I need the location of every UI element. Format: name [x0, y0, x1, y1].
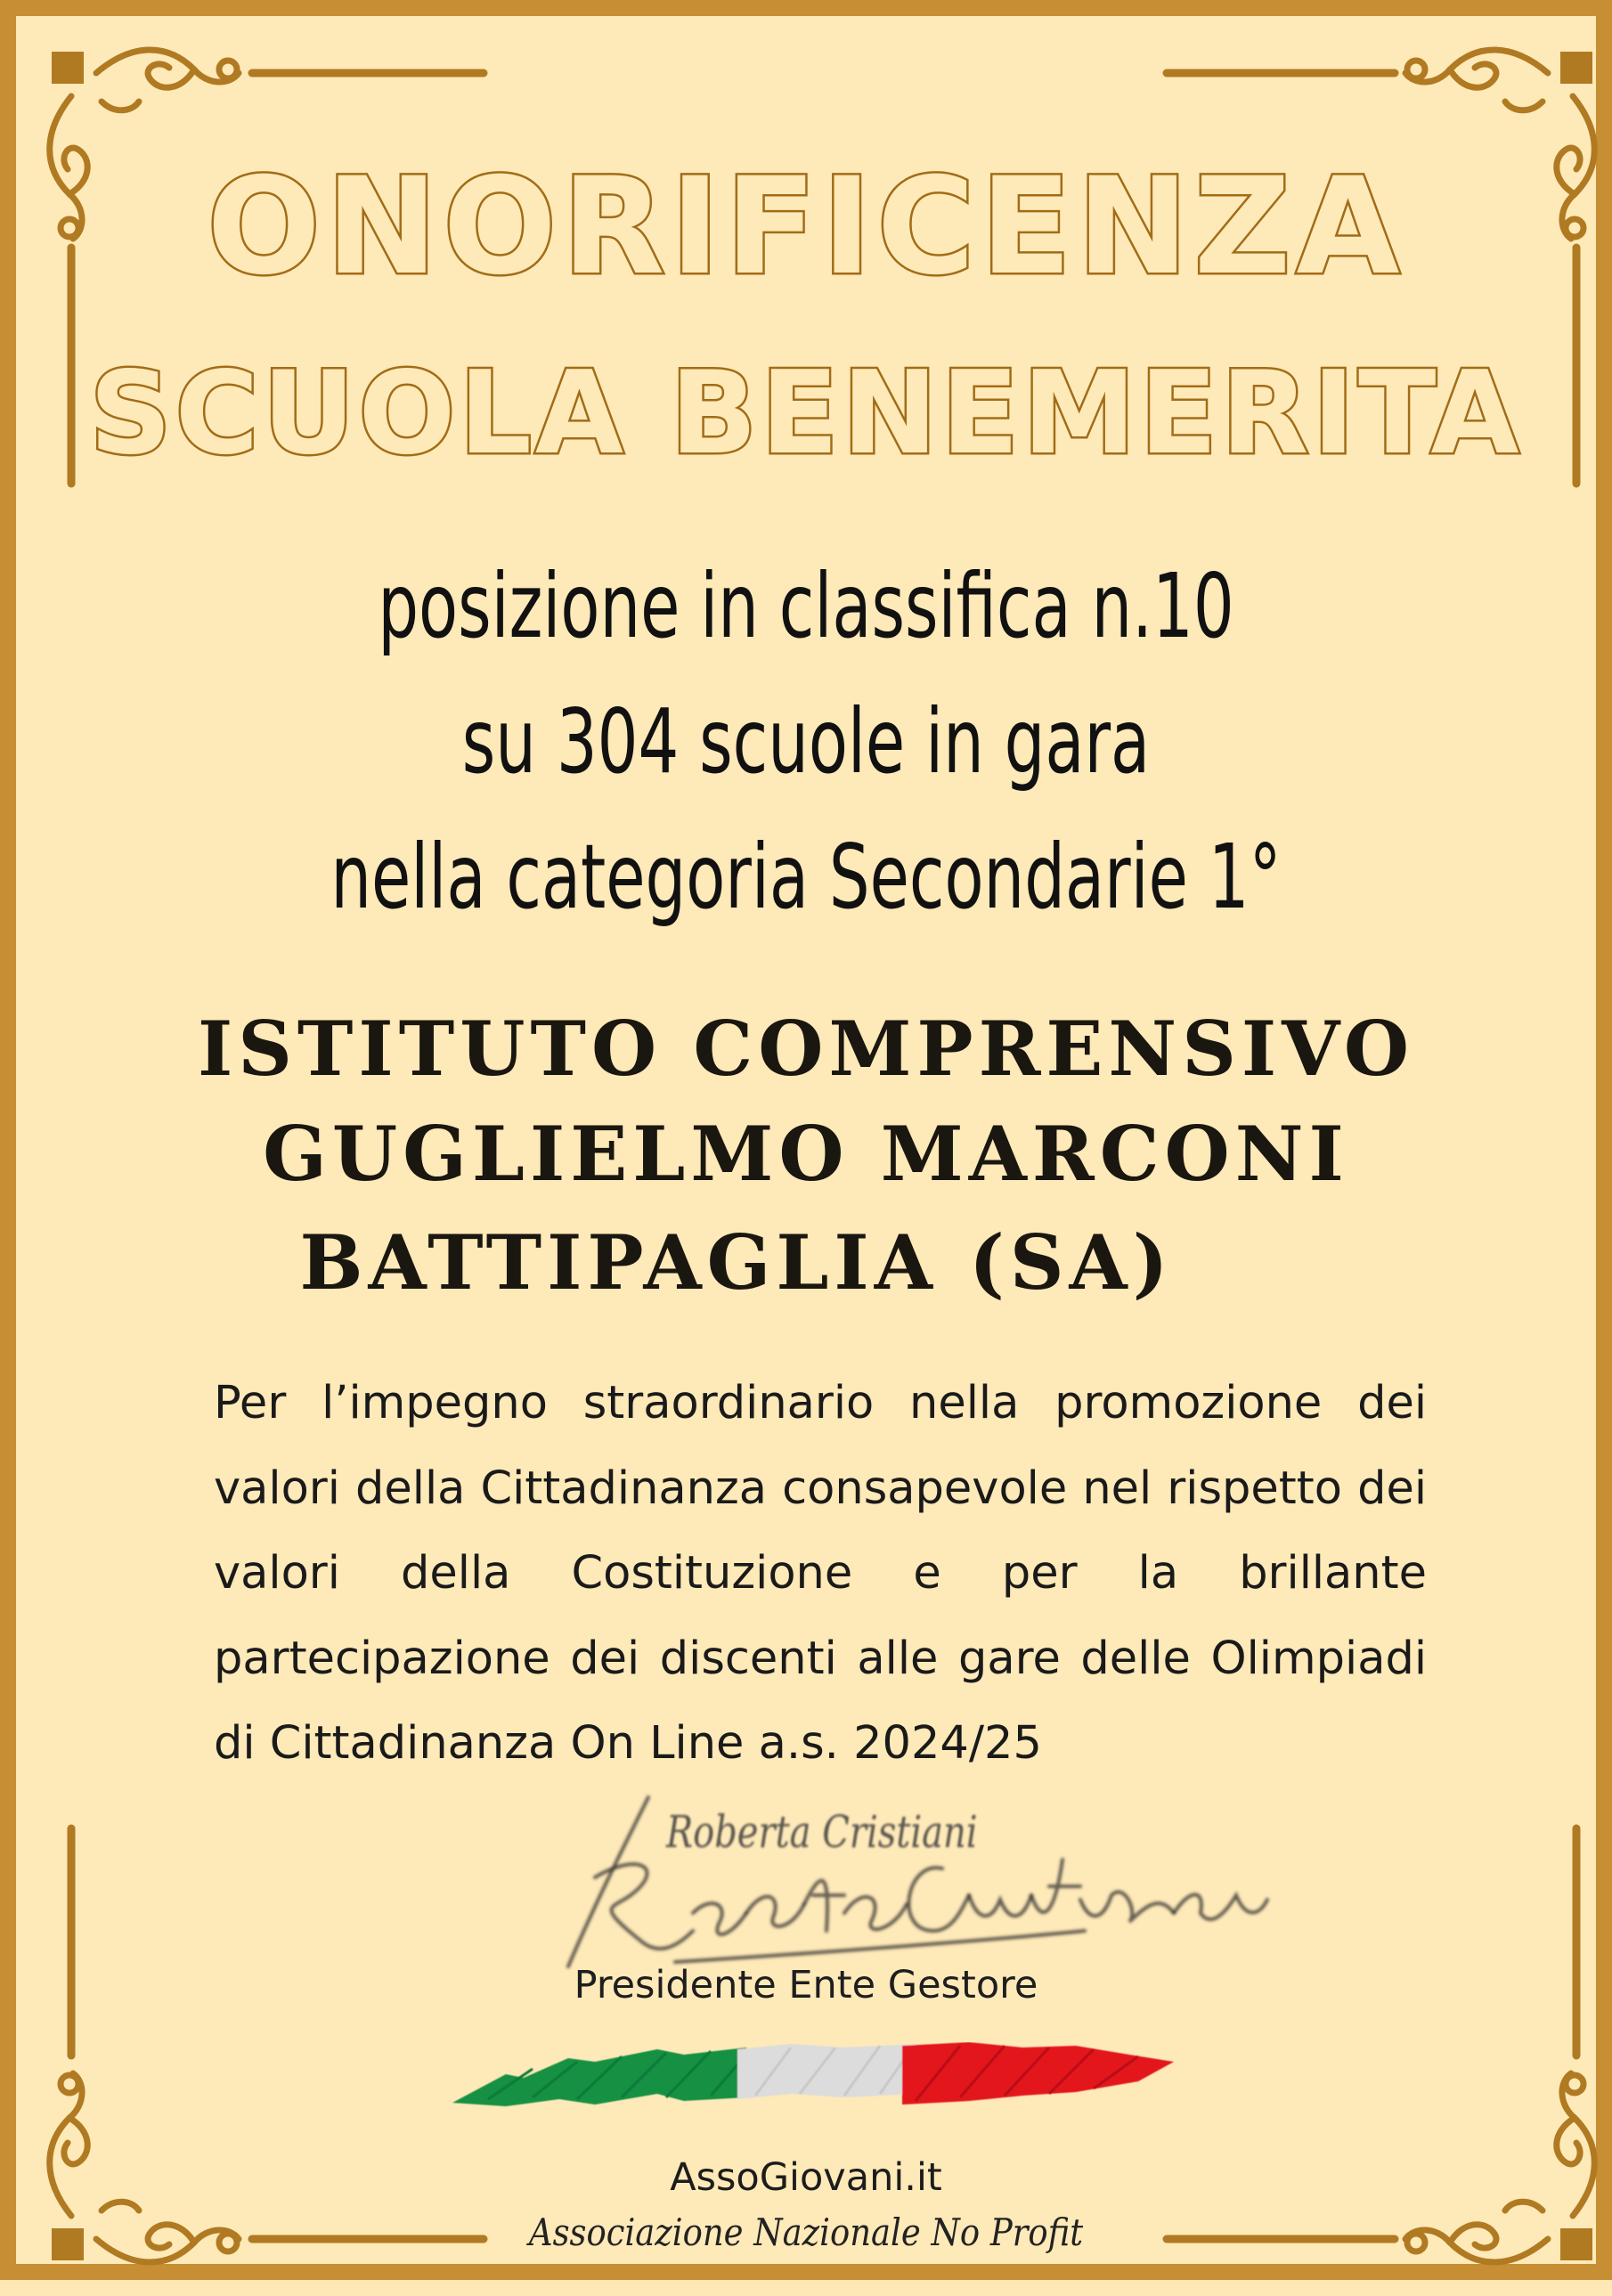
signature-printed-name: Roberta Cristiani: [666, 1806, 978, 1858]
association-tagline: Associazione Nazionale No Profit: [528, 2211, 1084, 2254]
ranking-position: posizione in classifica n.10: [378, 554, 1234, 658]
ranking-category: nella categoria Secondarie 1°: [330, 825, 1282, 929]
italian-flag-brushstroke-icon: [452, 2042, 1192, 2113]
school-location: BATTIPAGLIA (SA): [299, 1218, 1174, 1307]
award-motivation: Per l’impegno straordinario nella promozione dei valori della Cittadinanza consapevole nel rispetto dei valori della Costituzione e per la brillante partecipazione dei discenti alle gare delle Olimpiadi di Cittadinanza On Line a.s. 2024/25: [214, 1377, 1427, 1770]
signer-role: Presidente Ente Gestore: [574, 1963, 1038, 2007]
ranking-total: su 304 scuole in gara: [461, 689, 1151, 794]
school-name: GUGLIELMO MARCONI: [263, 1110, 1349, 1198]
certificate-title: ONORIFICENZA: [207, 150, 1405, 305]
school-type: ISTITUTO COMPRENSIVO: [197, 1005, 1415, 1093]
certificate-subtitle: SCUOLA BENEMERITA: [89, 347, 1523, 480]
association-name: AssoGiovani.it: [670, 2155, 942, 2200]
